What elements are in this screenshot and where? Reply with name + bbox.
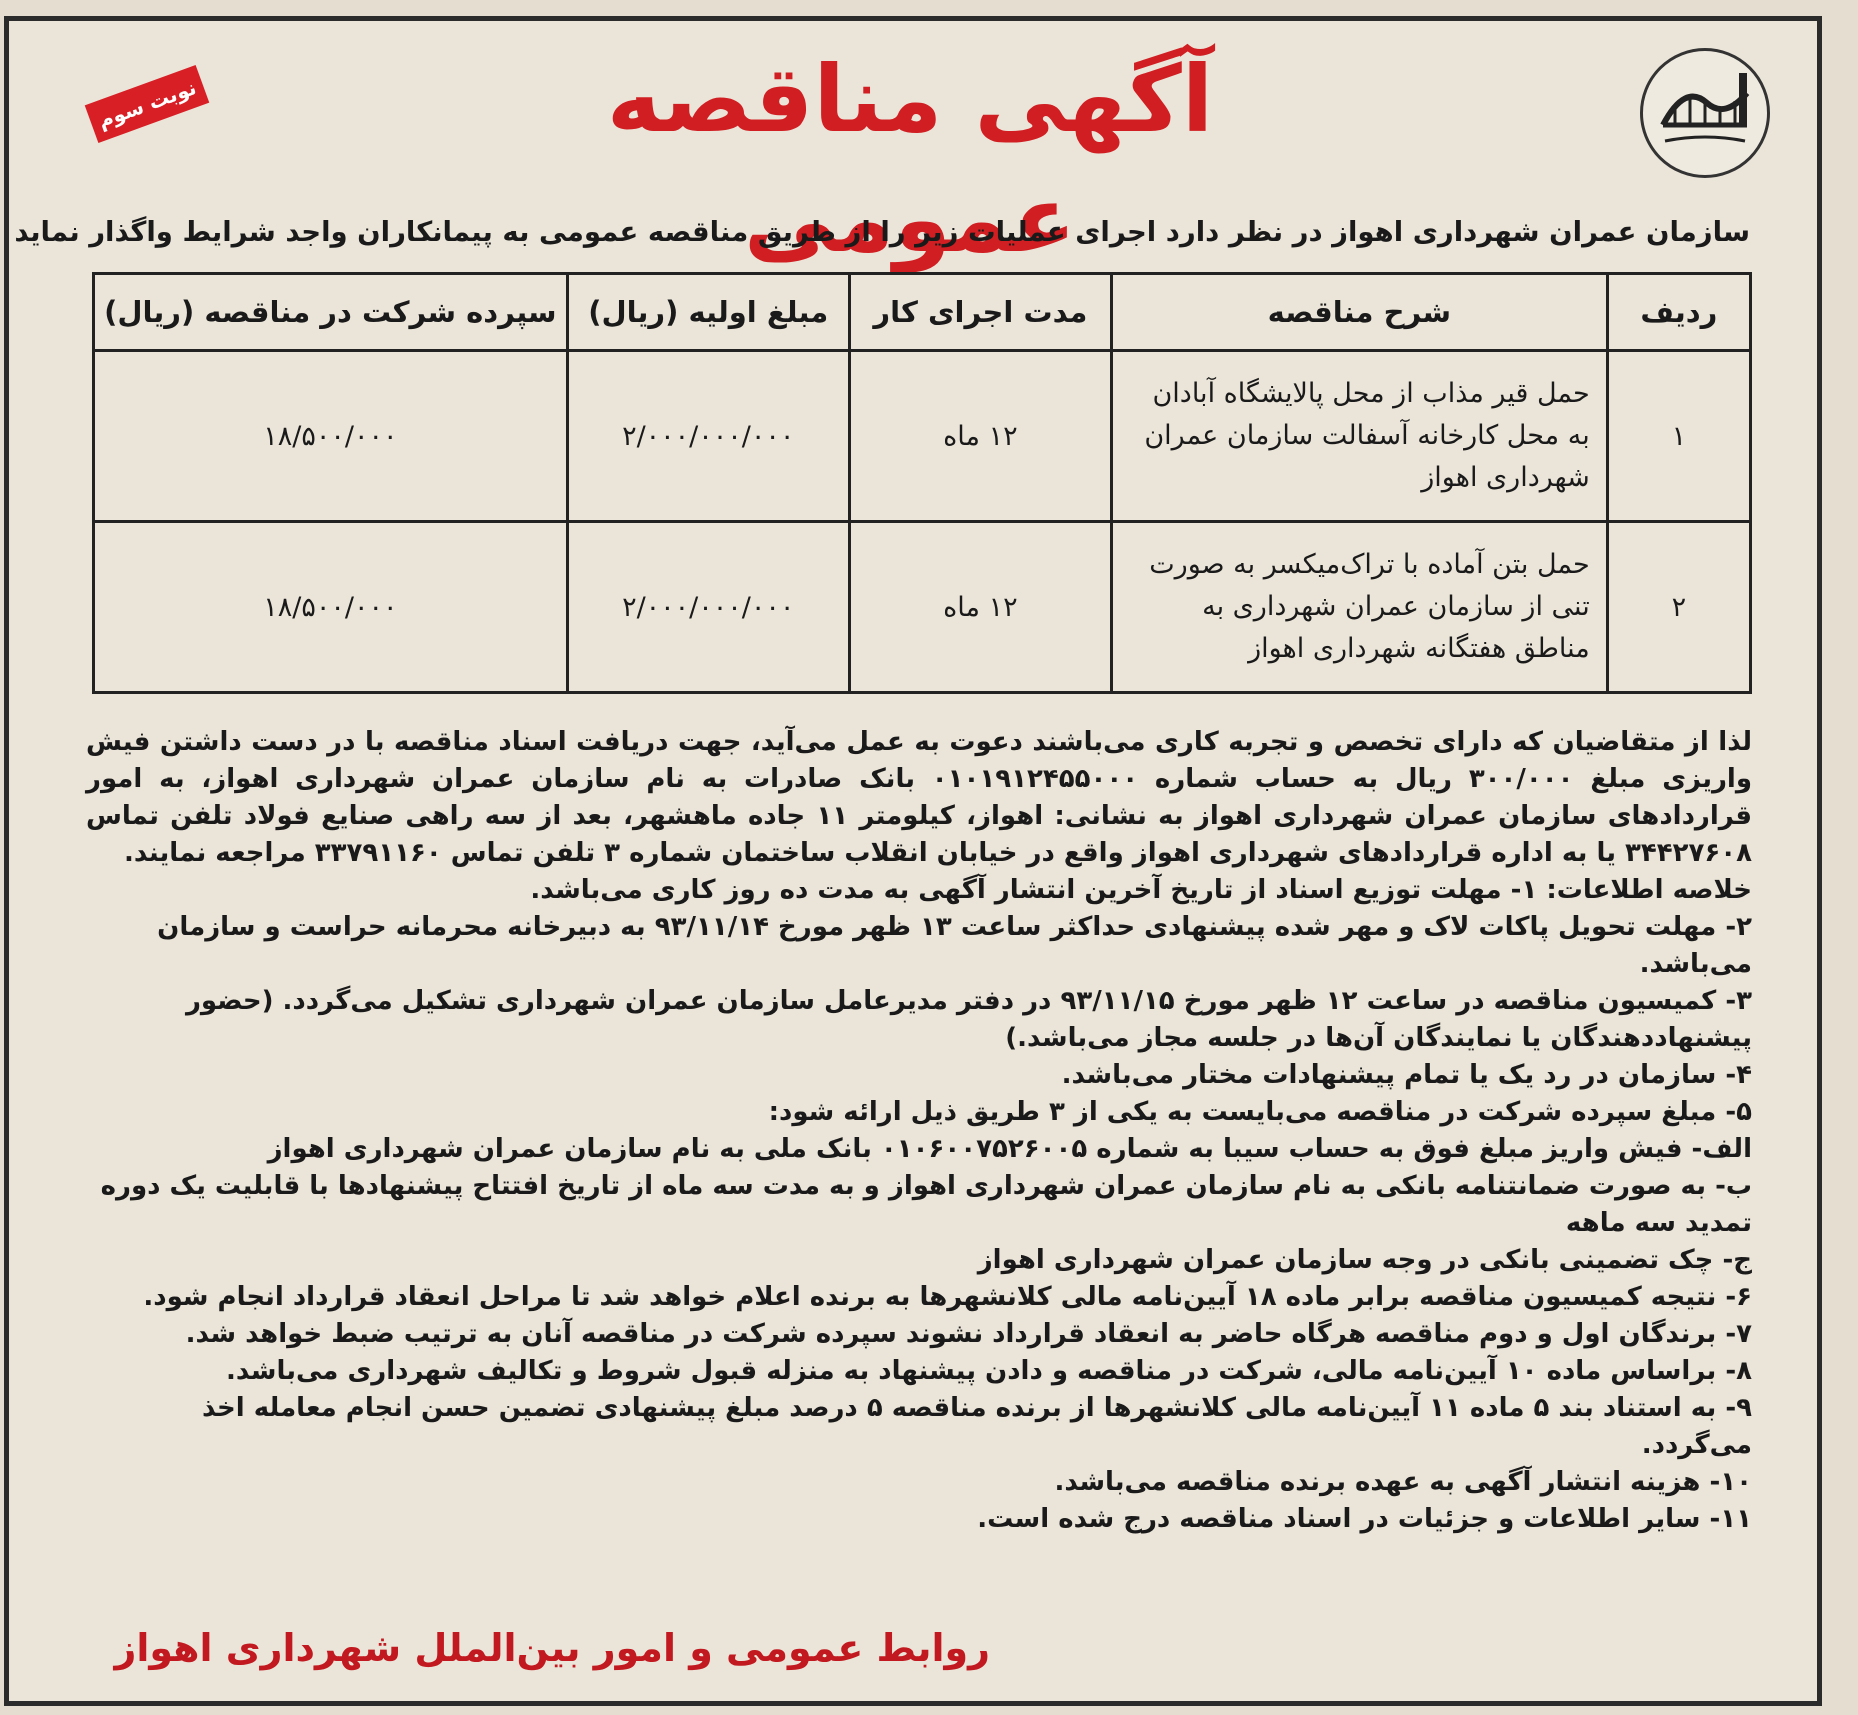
stamp-badge: نوبت سوم: [85, 65, 210, 143]
footer-signature: روابط عمومی و امور بین‌الملل شهرداری اهواز: [114, 1626, 990, 1670]
row-deposit: ۱۸/۵۰۰/۰۰۰: [94, 351, 568, 522]
body-item: ۴- سازمان در رد یک یا تمام پیشنهادات مختار می‌باشد.: [1061, 1060, 1752, 1090]
body-item: ۲- مهلت تحویل پاکات لاک و مهر شده پیشنهادی حداکثر ساعت ۱۳ ظهر مورخ ۹۳/۱۱/۱۴ به دبیرخانه محرمانه حراست و سازمان می‌باشد.: [157, 912, 1752, 979]
body-item: ۸- براساس ماده ۱۰ آیین‌نامه مالی، شرکت در مناقصه و دادن پیشنهاد به منزله قبول شروط و تکالیف شهرداری می‌باشد.: [226, 1356, 1752, 1386]
body-item: الف- فیش واریز مبلغ فوق به حساب سیبا به شماره ۰۱۰۶۰۰۷۵۲۶۰۰۵ بانک ملی به نام سازمان عمران شهرداری اهواز: [267, 1134, 1752, 1164]
body-item: ۱۱- سایر اطلاعات و جزئیات در اسناد مناقصه درج شده است.: [977, 1504, 1752, 1534]
row-number: ۱: [1607, 351, 1750, 522]
ad-body: [86, 724, 1752, 1609]
body-item: ۱۰- هزینه انتشار آگهی به عهده برنده مناقصه می‌باشد.: [1054, 1467, 1752, 1497]
row-duration: ۱۲ ماه: [849, 351, 1111, 522]
table-row: [94, 351, 1751, 522]
header-deposit: سپرده شرکت در مناقصه (ریال): [94, 274, 568, 351]
body-item: ۵- مبلغ سپرده شرکت در مناقصه می‌بایست به یکی از ۳ طریق ذیل ارائه شود:: [768, 1097, 1752, 1127]
body-paragraph: لذا از متقاضیان که دارای تخصص و تجربه کاری می‌باشند دعوت به عمل می‌آید، جهت دریافت اسناد مناقصه با در دست داشتن فیش واریزی مبلغ ۳۰۰/۰۰۰ ریال به حساب شماره ۰۱۰۱۹۱۲۴۵۵۰۰۰ بانک صادرات به نام سازمان عمران شهرداری اهواز، به امور قراردادهای سازمان عمران شهرداری اهواز به نشانی: اهواز، کیلومتر ۱۱ جاده ماهشهر، بعد از سه راهی صنایع فولاد تلفن تماس ۳۴۴۲۷۶۰۸ یا به اداره قراردادهای شهرداری اهواز واقع در خیابان انقلاب ساختمان شماره ۳ تلفن تماس ۳۳۷۹۱۱۶۰ مراجعه نمایند.: [86, 727, 1753, 868]
row-duration: ۱۲ ماه: [849, 522, 1111, 693]
body-item: ۹- به استناد بند ۵ ماده ۱۱ آیین‌نامه مالی کلانشهرها از برنده مناقصه ۵ درصد مبلغ پیشنهادی تضمین حسن انجام معامله اخذ می‌گردد.: [201, 1393, 1752, 1460]
ahvaz-bridge-logo-icon: [1640, 48, 1770, 178]
tender-table: [92, 272, 1752, 694]
row-number: ۲: [1607, 522, 1750, 693]
header-initial-amount: مبلغ اولیه (ریال): [567, 274, 849, 351]
row-deposit: ۱۸/۵۰۰/۰۰۰: [94, 522, 568, 693]
ad-title: آگهی مناقصه عمومی: [606, 46, 1214, 273]
row-description: حمل بتن آماده با تراک‌میکسر به صورت تنی از سازمان عمران شهرداری به مناطق هفتگانه شهرداری اهواز: [1111, 522, 1607, 693]
header-duration: مدت اجرای کار: [849, 274, 1111, 351]
row-amount: ۲/۰۰۰/۰۰۰/۰۰۰: [567, 351, 849, 522]
body-item: خلاصه اطلاعات: ۱- مهلت توزیع اسناد از تاریخ آخرین انتشار آگهی به مدت ده روز کاری می‌باشد.: [530, 875, 1752, 905]
intro-text: سازمان عمران شهرداری اهواز در نظر دارد اجرای عملیات زیر را از طریق مناقصه عمومی به پیمانکاران واجد شرایط واگذار نماید: [14, 216, 1750, 248]
row-amount: ۲/۰۰۰/۰۰۰/۰۰۰: [567, 522, 849, 693]
body-item: ب- به صورت ضمانتنامه بانکی به نام سازمان عمران شهرداری اهواز و به مدت سه ماه از تاریخ افتتاح پیشنهادها با قابلیت یک دوره تمدید سه ماهه: [100, 1171, 1752, 1238]
table-row: [94, 522, 1751, 693]
body-item: ج- چک تضمینی بانکی در وجه سازمان عمران شهرداری اهواز: [977, 1245, 1752, 1275]
body-item: ۳- کمیسیون مناقصه در ساعت ۱۲ ظهر مورخ ۹۳/۱۱/۱۵ در دفتر مدیرعامل سازمان عمران شهرداری تشکیل می‌گردد. (حضور پیشنهاددهندگان یا نمایندگان آن‌ها در جلسه مجاز می‌باشد.): [185, 986, 1752, 1053]
row-description: حمل قیر مذاب از محل پالایشگاه آبادان به محل کارخانه آسفالت سازمان عمران شهرداری اهواز: [1111, 351, 1607, 522]
body-item: ۷- برندگان اول و دوم مناقصه هرگاه حاضر به انعقاد قرارداد نشوند سپرده شرکت در مناقصه آنان به ترتیب ضبط خواهد شد.: [185, 1319, 1752, 1349]
table-header-row: [94, 274, 1751, 351]
header-description: شرح مناقصه: [1111, 274, 1607, 351]
body-item: ۶- نتیجه کمیسیون مناقصه برابر ماده ۱۸ آیین‌نامه مالی کلانشهرها به برنده اعلام خواهد شد تا مراحل انعقاد قرارداد انجام شود.: [143, 1282, 1752, 1312]
header-row-number: ردیف: [1607, 274, 1750, 351]
